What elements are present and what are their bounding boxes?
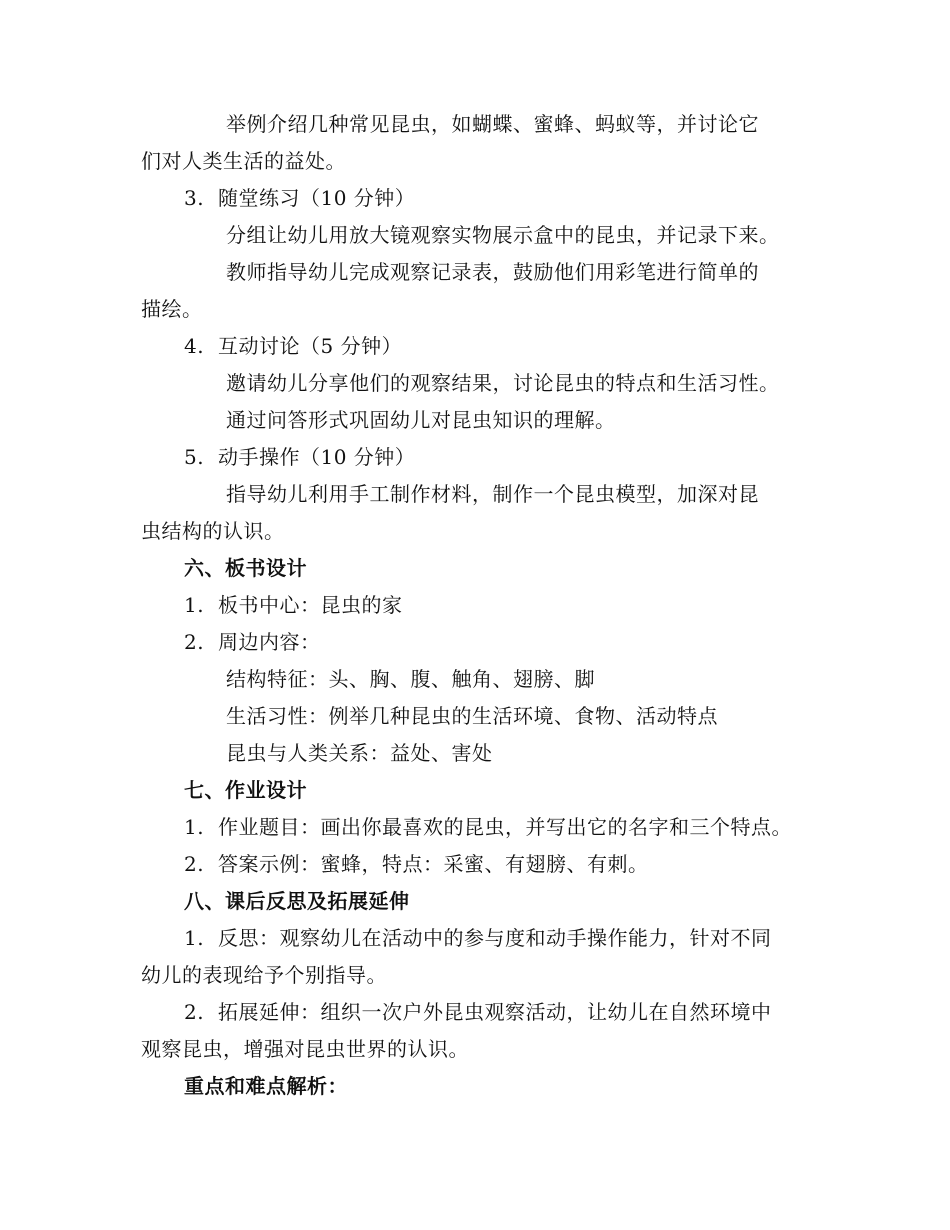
- paragraph-continuation: 幼儿的表现给予个别指导。: [141, 963, 387, 987]
- list-text: 答案示例：蜜蜂，特点：采蜜、有翅膀、有刺。: [218, 852, 649, 876]
- paragraph-line: 结构特征：头、胸、腹、触角、翅膀、脚: [226, 667, 595, 691]
- list-number: 1.: [184, 593, 205, 617]
- section-heading: 重点和难点解析：: [184, 1074, 348, 1098]
- step-number: 5.: [184, 445, 205, 469]
- paragraph-continuation: 描绘。: [141, 297, 203, 321]
- step-number: 4.: [184, 334, 205, 358]
- paragraph-line: 昆虫与人类关系：益处、害处: [226, 741, 493, 765]
- list-item: [0, 920, 950, 957]
- section-heading: 六、板书设计: [184, 556, 307, 580]
- list-text: 反思：观察幼儿在活动中的参与度和动手操作能力，针对不同: [218, 926, 772, 950]
- list-text: 作业题目：画出你最喜欢的昆虫，并写出它的名字和三个特点。: [218, 815, 792, 839]
- list-item: [0, 587, 950, 624]
- step-title: 随堂练习（10 分钟）: [218, 186, 416, 210]
- section-heading: 七、作业设计: [184, 778, 307, 802]
- paragraph-line: 邀请幼儿分享他们的观察结果，讨论昆虫的特点和生活习性。: [226, 371, 780, 395]
- paragraph-line: 教师指导幼儿完成观察记录表，鼓励他们用彩笔进行简单的: [226, 260, 759, 284]
- step-item: [0, 328, 950, 365]
- list-number: 1.: [184, 815, 205, 839]
- paragraph-line: 举例介绍几种常见昆虫，如蝴蝶、蜜蜂、蚂蚁等，并讨论它: [226, 112, 759, 136]
- paragraph-line: 通过问答形式巩固幼儿对昆虫知识的理解。: [226, 408, 616, 432]
- step-number: 3.: [184, 186, 205, 210]
- paragraph-continuation: 们对人类生活的益处。: [141, 149, 346, 173]
- paragraph-line: 指导幼儿利用手工制作材料，制作一个昆虫模型，加深对昆: [226, 482, 759, 506]
- list-number: 2.: [184, 630, 205, 654]
- list-item: [0, 994, 950, 1031]
- section-heading: 八、课后反思及拓展延伸: [184, 889, 410, 913]
- step-item: [0, 439, 950, 476]
- paragraph-line: 生活习性：例举几种昆虫的生活环境、食物、活动特点: [226, 704, 718, 728]
- list-text: 周边内容：: [218, 630, 321, 654]
- step-item: [0, 180, 950, 217]
- paragraph-continuation: 虫结构的认识。: [141, 519, 285, 543]
- list-item: [0, 846, 950, 883]
- list-number: 1.: [184, 926, 205, 950]
- list-text: 拓展延伸：组织一次户外昆虫观察活动，让幼儿在自然环境中: [218, 1000, 772, 1024]
- paragraph-line: 分组让幼儿用放大镜观察实物展示盒中的昆虫，并记录下来。: [226, 223, 780, 247]
- list-item: [0, 624, 950, 661]
- list-number: 2.: [184, 1000, 205, 1024]
- step-title: 互动讨论（5 分钟）: [218, 334, 403, 358]
- list-item: [0, 809, 950, 846]
- list-text: 板书中心：昆虫的家: [218, 593, 403, 617]
- list-number: 2.: [184, 852, 205, 876]
- step-title: 动手操作（10 分钟）: [218, 445, 416, 469]
- paragraph-continuation: 观察昆虫，增强对昆虫世界的认识。: [141, 1037, 469, 1061]
